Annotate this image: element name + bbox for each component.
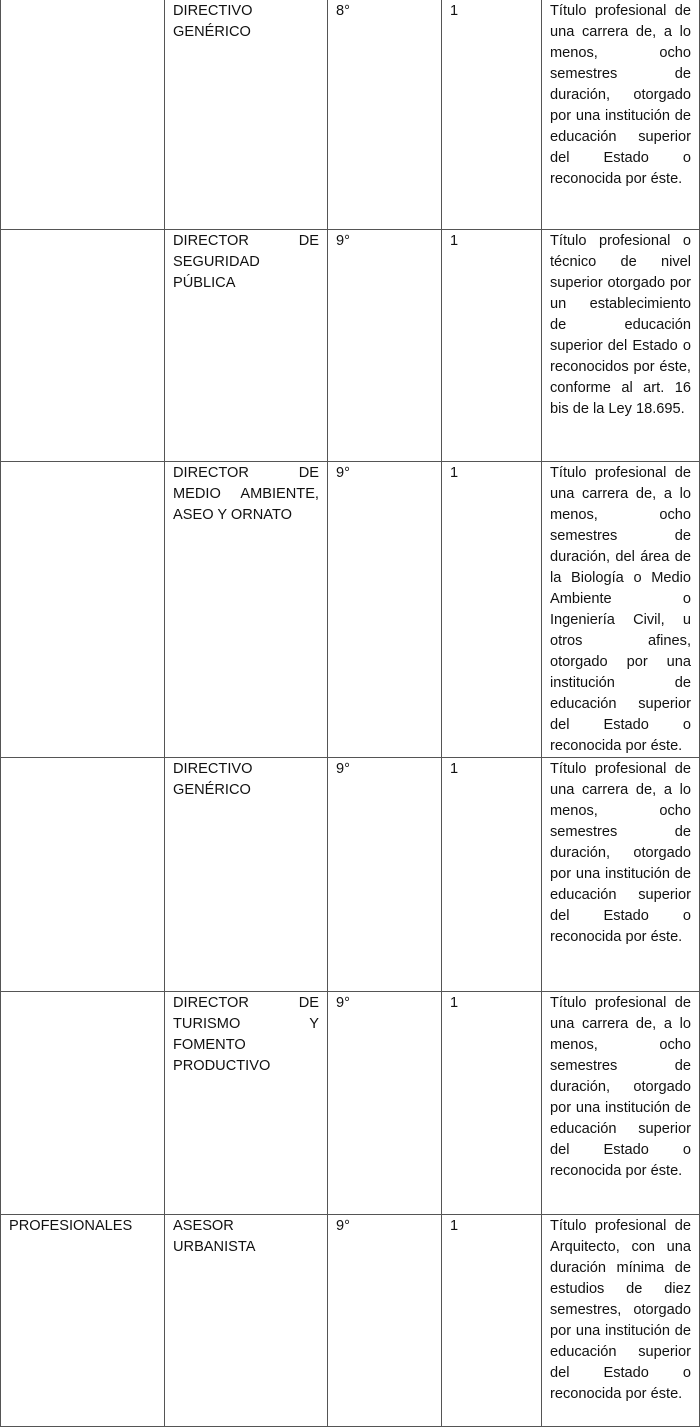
table-row — [1, 230, 700, 462]
requisito-cell: Título profesional o técnico de nivel superior otorgado por un establecimiento de educación superior del Estado o reconocidos por éste, conforme al art. 16 bis de la Ley 18.695. — [542, 230, 700, 462]
planta-cell — [1, 992, 165, 1215]
planta-cell — [1, 0, 165, 230]
requisito-cell: Título profesional de una carrera de, a lo menos, ocho semestres de duración, otorgado por una institución de educación superior del Estado o reconocida por éste. — [542, 0, 700, 230]
requisito-cell: Título profesional de una carrera de, a lo menos, ocho semestres de duración, otorgado por una institución de educación superior del Estado o reconocida por éste. — [542, 758, 700, 992]
table-row — [1, 758, 700, 992]
cargo-cell: DIRECTIVO GENÉRICO — [165, 0, 328, 230]
cantidad-cell: 1 — [442, 1215, 542, 1427]
grado-cell: 9° — [328, 1215, 442, 1427]
cargo-cell: DIRECTOR DE TURISMO Y FOMENTO PRODUCTIVO — [165, 992, 328, 1215]
grado-cell: 8° — [328, 0, 442, 230]
cargo-cell: DIRECTOR DE SEGURIDAD PÚBLICA — [165, 230, 328, 462]
table-row — [1, 992, 700, 1215]
grado-cell: 9° — [328, 462, 442, 758]
grado-cell: 9° — [328, 992, 442, 1215]
planta-cell — [1, 230, 165, 462]
table-row — [1, 0, 700, 230]
planta-cell — [1, 462, 165, 758]
cargo-cell: DIRECTOR DE MEDIO AMBIENTE, ASEO Y ORNATO — [165, 462, 328, 758]
cargo-cell: ASESOR URBANISTA — [165, 1215, 328, 1427]
cantidad-cell: 1 — [442, 0, 542, 230]
planta-cell: PROFESIONALES — [1, 1215, 165, 1427]
grado-cell: 9° — [328, 758, 442, 992]
cantidad-cell: 1 — [442, 758, 542, 992]
cargo-cell: DIRECTIVO GENÉRICO — [165, 758, 328, 992]
table-row — [1, 1215, 700, 1427]
cantidad-cell: 1 — [442, 992, 542, 1215]
table-row — [1, 462, 700, 758]
cantidad-cell: 1 — [442, 462, 542, 758]
grado-cell: 9° — [328, 230, 442, 462]
requisito-cell: Título profesional de una carrera de, a lo menos, ocho semestres de duración, del área de la Biología o Medio Ambiente o Ingeniería Civil, u otros afines, otorgado por una institución de educación superior del Estado o reconocida por éste. — [542, 462, 700, 758]
planta-cell — [1, 758, 165, 992]
requisito-cell: Título profesional de Arquitecto, con una duración mínima de estudios de diez semestres, otorgado por una institución de educación superior del Estado o reconocida por éste. — [542, 1215, 700, 1427]
cantidad-cell: 1 — [442, 230, 542, 462]
requisito-cell: Título profesional de una carrera de, a lo menos, ocho semestres de duración, otorgado por una institución de educación superior del Estado o reconocida por éste. — [542, 992, 700, 1215]
